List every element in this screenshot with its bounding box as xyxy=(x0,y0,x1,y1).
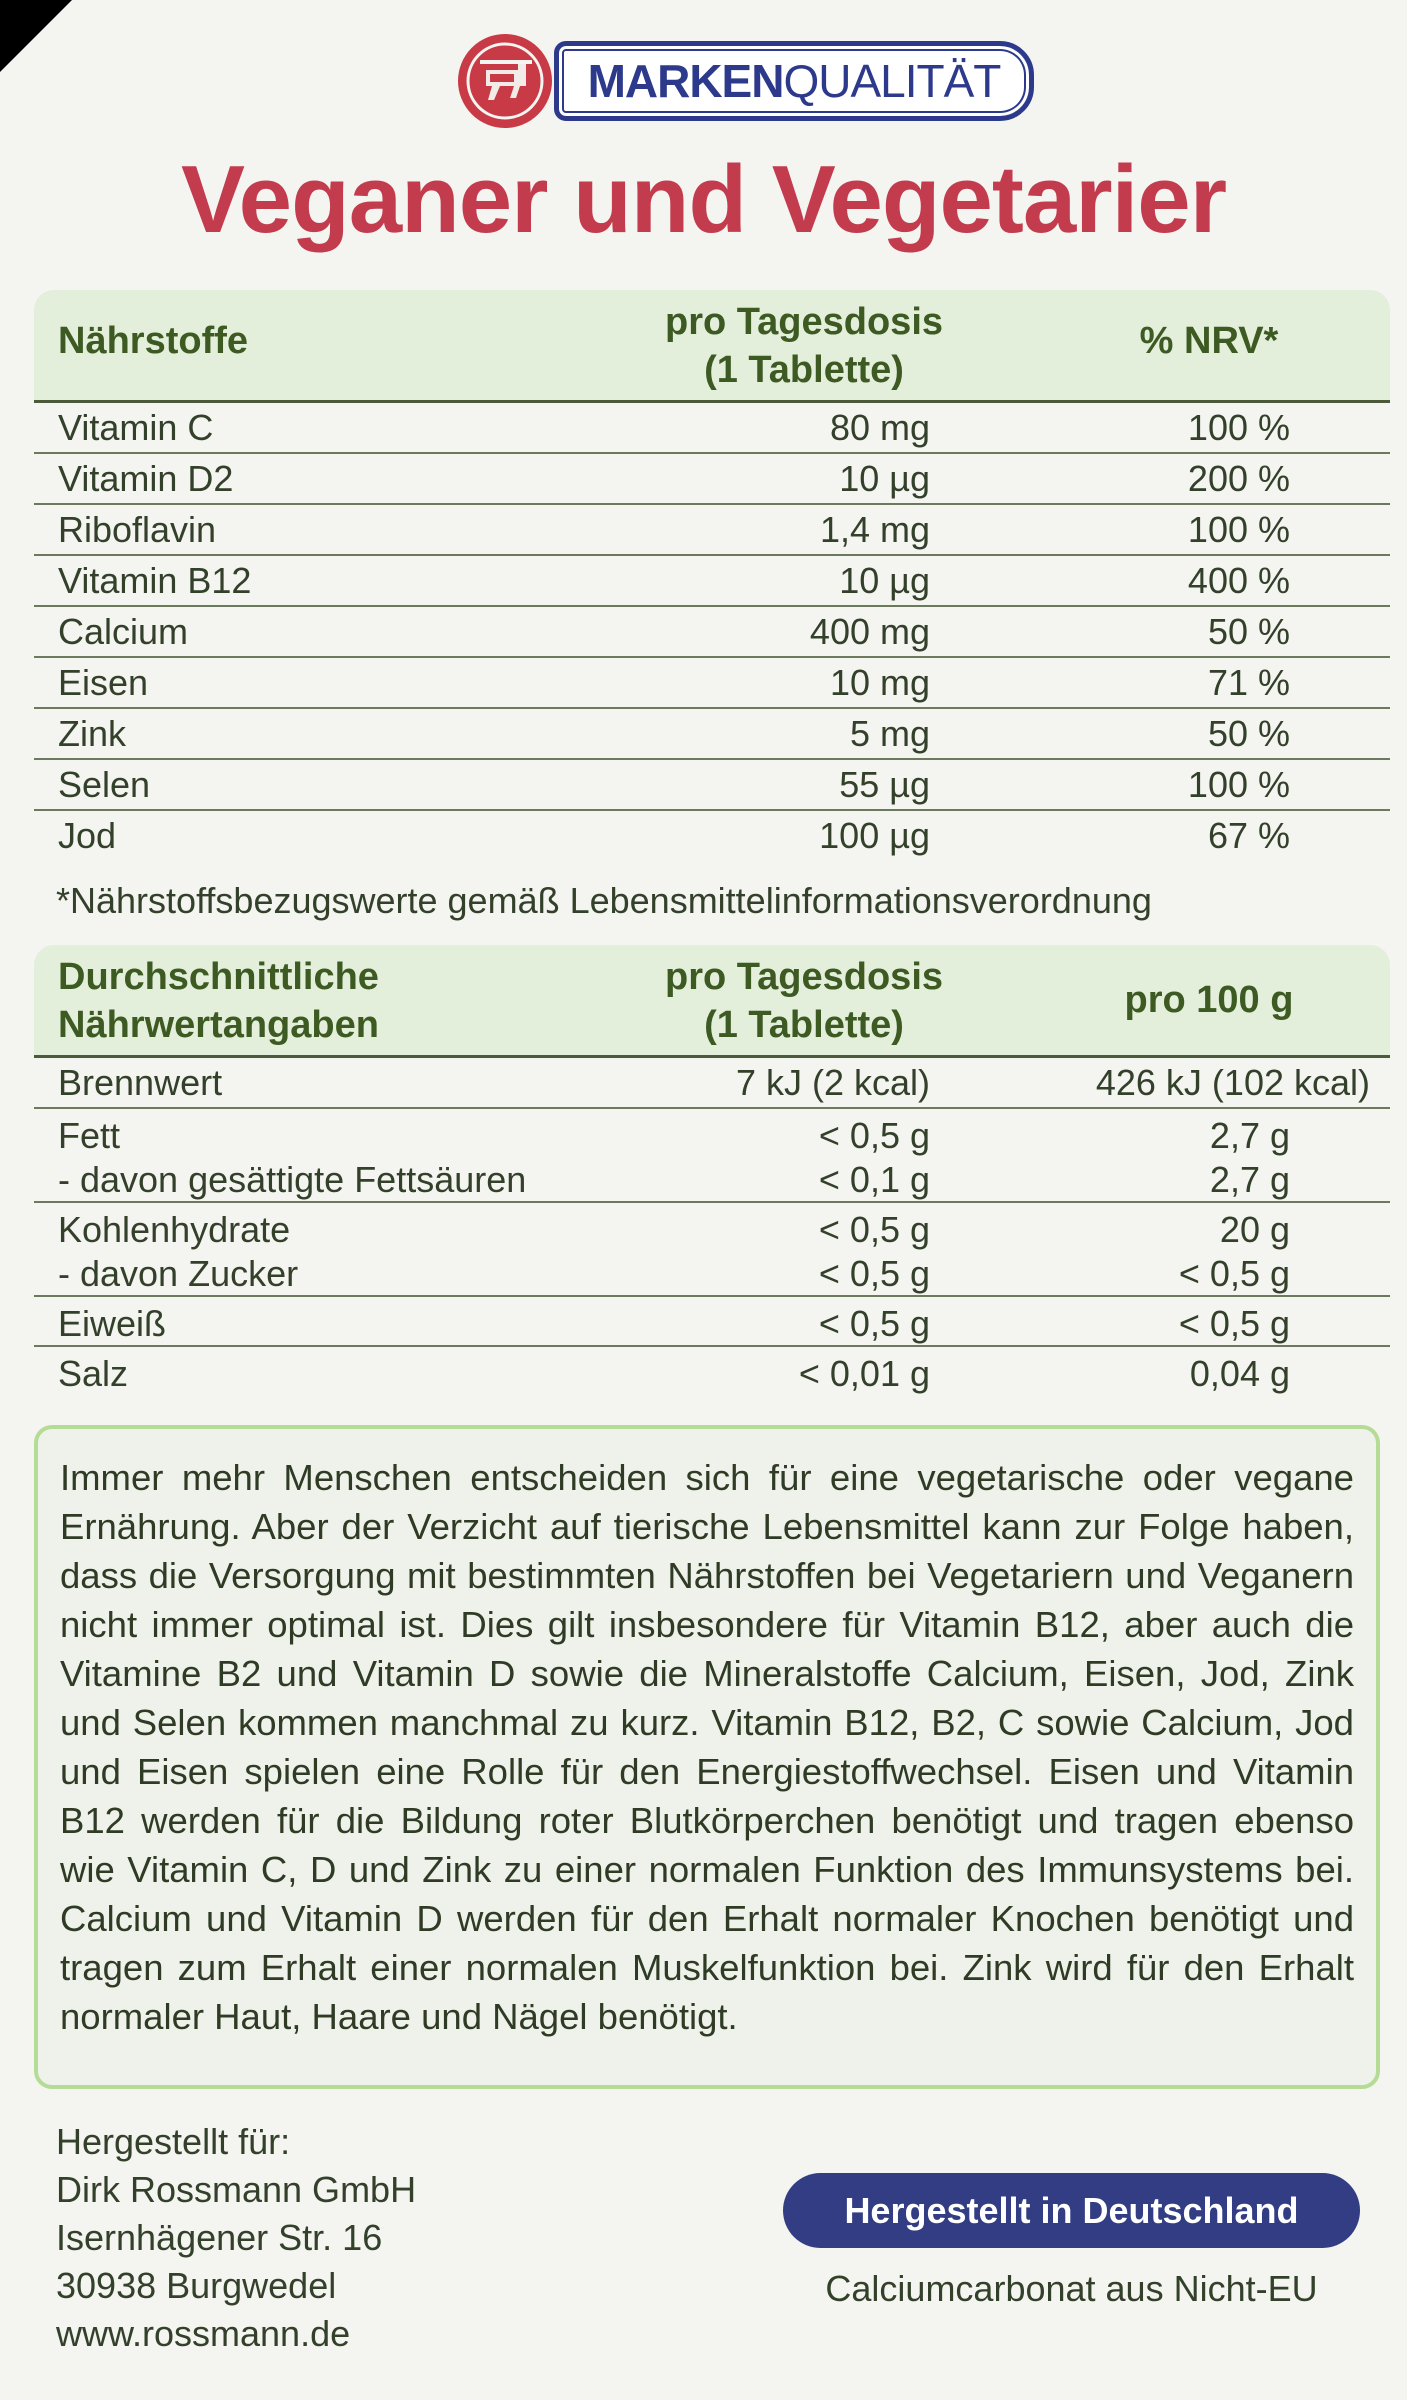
origin-note: Calciumcarbonat aus Nicht-EU xyxy=(825,2268,1318,2309)
nutrient-amount: 10 µg xyxy=(839,560,930,601)
table-row xyxy=(34,811,1390,860)
nutrient-nrv: 100 % xyxy=(1187,407,1290,448)
row-name: Eiweiß xyxy=(58,1303,167,1344)
description-text: Immer mehr Menschen entscheiden sich für eine vegetarische oder vegane Ernährung. Aber der Verzicht auf tierische Lebensmittel kann zur Folge haben, dass die Versorgung mit bestimmten Nährstoffen bei Vegetariern und Veganern nicht immer optimal ist. Dies gilt insbesondere für Vitamin B12, aber auch die Vitamine B2 und Vitamin D sowie die Mineralstoffe Calcium, Eisen, Jod, Zink und Selen kommen manchmal zu kurz. Vitamin B12, B2, C sowie Calcium, Jod und Eisen spielen eine Rolle für den Energiestoffwechsel. Eisen und Vitamin B12 werden für die Bildung roter Blutkörperchen benötigt und tragen ebenso wie Vitamin C, D und Zink zu einer normalen Funktion des Immunsystems bei. Calcium und Vitamin D werden für den Erhalt normaler Knochen benötigt und tragen zum Erhalt einer normalen Muskelfunktion bei. Zink wird für den Erhalt normaler Haut, Haare und Nägel benötigt. xyxy=(60,1457,1354,2037)
row-name: Brennwert xyxy=(58,1062,223,1103)
nutrient-amount: 10 µg xyxy=(839,458,930,499)
nutrient-amount: 100 µg xyxy=(819,815,930,856)
header-average-values xyxy=(58,953,379,1049)
marken-qualitaet-label xyxy=(554,41,1034,121)
nutrient-nrv: 50 % xyxy=(1207,611,1290,652)
row-per100: 426 kJ (102 kcal) xyxy=(1095,1062,1370,1103)
row-per100: 20 g xyxy=(1219,1209,1290,1250)
made-in-germany-badge: Hergestellt in Deutschland xyxy=(783,2173,1360,2248)
table-group-salt xyxy=(34,1347,1390,1395)
city-address: 30938 Burgwedel xyxy=(56,2265,337,2306)
header-dose-line1: pro Tagesdosis xyxy=(664,301,944,343)
nutrition-values-table xyxy=(34,945,1390,1395)
rossmann-centaur-icon xyxy=(458,34,552,128)
row-dose: < 0,5 g xyxy=(818,1253,930,1294)
table-row xyxy=(34,1251,1390,1295)
row-dose: 7 kJ (2 kcal) xyxy=(735,1062,930,1103)
nutrient-name: Calcium xyxy=(58,611,189,652)
header-per-100g: pro 100 g xyxy=(1124,979,1294,1021)
nutrient-name: Vitamin D2 xyxy=(58,458,234,499)
row-per100: < 0,5 g xyxy=(1178,1303,1290,1344)
nutrient-nrv: 100 % xyxy=(1187,764,1290,805)
row-dose: < 0,01 g xyxy=(798,1353,930,1394)
company-name: Dirk Rossmann GmbH xyxy=(56,2169,417,2210)
table-row-energy xyxy=(34,1058,1390,1109)
made-for-label: Hergestellt für: xyxy=(56,2121,291,2162)
nutrients-table xyxy=(34,290,1390,860)
header-nrv: % NRV* xyxy=(1139,320,1279,362)
table-row xyxy=(34,709,1390,760)
table-row xyxy=(34,505,1390,556)
table-row xyxy=(34,1113,1390,1157)
header-dose xyxy=(634,298,974,394)
row-name: - davon Zucker xyxy=(58,1253,299,1294)
nutrient-name: Vitamin B12 xyxy=(58,560,252,601)
brand-bold-text: MARKEN xyxy=(587,55,784,107)
nutrient-amount: 400 mg xyxy=(809,611,930,652)
header-dose xyxy=(634,953,974,1049)
table-group-protein xyxy=(34,1297,1390,1347)
nutrient-name: Vitamin C xyxy=(58,407,214,448)
black-corner-shadow xyxy=(0,0,72,72)
header-naehrstoffe: Nährstoffe xyxy=(58,320,249,362)
row-name: - davon gesättigte Fettsäuren xyxy=(58,1159,527,1200)
nutrients-table-header xyxy=(34,290,1390,403)
nutrient-amount: 10 mg xyxy=(829,662,930,703)
table-row xyxy=(34,454,1390,505)
nutrient-nrv: 50 % xyxy=(1207,713,1290,754)
nutrition-table-header xyxy=(34,945,1390,1058)
table-row xyxy=(34,607,1390,658)
nutrient-name: Jod xyxy=(58,815,117,856)
header-dose-line2: (1 Tablette) xyxy=(704,349,904,391)
nutrient-name: Eisen xyxy=(58,662,149,703)
nutrient-nrv: 200 % xyxy=(1187,458,1290,499)
brand-light-text: QUALITÄT xyxy=(783,55,1001,107)
nutrient-nrv: 67 % xyxy=(1207,815,1290,856)
nutrient-amount: 1,4 mg xyxy=(819,509,930,550)
nutrient-nrv: 400 % xyxy=(1187,560,1290,601)
street-address: Isernhägener Str. 16 xyxy=(56,2217,383,2258)
description-box xyxy=(34,1425,1380,2089)
table-row xyxy=(34,403,1390,454)
nutrient-amount: 80 mg xyxy=(829,407,930,448)
row-name: Fett xyxy=(58,1115,121,1156)
nutrient-amount: 5 mg xyxy=(849,713,930,754)
row-per100: 2,7 g xyxy=(1209,1159,1290,1200)
header-dose-line1: pro Tagesdosis xyxy=(664,956,944,998)
nutrient-name: Selen xyxy=(58,764,151,805)
header-name-line2: Nährwertangaben xyxy=(58,1004,379,1046)
row-dose: < 0,1 g xyxy=(818,1159,930,1200)
header-dose-line2: (1 Tablette) xyxy=(704,1004,904,1046)
row-dose: < 0,5 g xyxy=(818,1115,930,1156)
nutrient-nrv: 100 % xyxy=(1187,509,1290,550)
table-row xyxy=(34,1207,1390,1251)
row-dose: < 0,5 g xyxy=(818,1209,930,1250)
table-row xyxy=(34,556,1390,607)
nutrient-amount: 55 µg xyxy=(839,764,930,805)
row-per100: 0,04 g xyxy=(1189,1353,1290,1394)
table-row xyxy=(34,1157,1390,1201)
row-per100: 2,7 g xyxy=(1209,1115,1290,1156)
nrv-footnote: *Nährstoffsbezugswerte gemäß Lebensmittelinformationsverordnung xyxy=(56,880,1152,921)
row-per100: < 0,5 g xyxy=(1178,1253,1290,1294)
nutrient-name: Zink xyxy=(58,713,127,754)
header-name-line1: Durchschnittliche xyxy=(58,956,379,998)
table-row xyxy=(34,658,1390,709)
table-group-carbs xyxy=(34,1203,1390,1297)
website-link[interactable]: www.rossmann.de xyxy=(56,2313,351,2354)
nutrient-nrv: 71 % xyxy=(1207,662,1290,703)
row-name: Salz xyxy=(58,1353,129,1394)
brand-logo xyxy=(458,34,1038,128)
row-dose: < 0,5 g xyxy=(818,1303,930,1344)
table-row xyxy=(34,760,1390,811)
product-title: Veganer und Vegetarier xyxy=(180,146,1227,253)
table-row xyxy=(34,1351,1390,1395)
row-name: Kohlenhydrate xyxy=(58,1209,291,1250)
manufacturer-address xyxy=(56,2118,416,2358)
table-group-fat xyxy=(34,1109,1390,1203)
table-row xyxy=(34,1301,1390,1345)
nutrient-name: Riboflavin xyxy=(58,509,217,550)
